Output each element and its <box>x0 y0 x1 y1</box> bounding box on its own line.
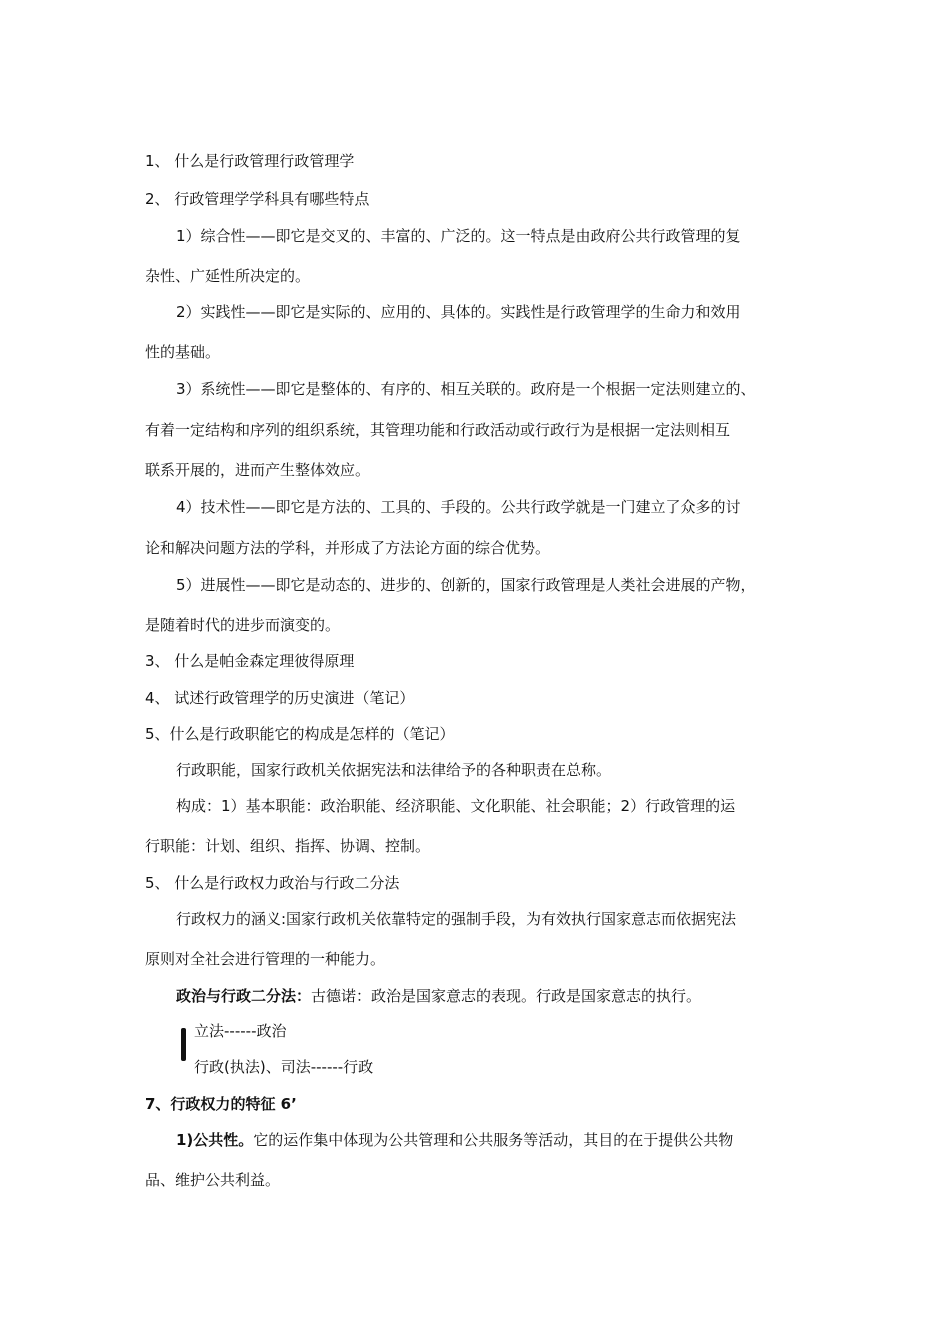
power-definition-line-1: 行政权力的涵义:国家行政机关依靠特定的强制手段，为有效执行国家意志而依据宪法 <box>176 910 737 928</box>
feature-3-line-3: 联系开展的，进而产生整体效应。 <box>145 461 371 479</box>
question-1: 1、 什么是行政管理行政管理学 <box>145 152 355 170</box>
composition-line-2: 行职能：计划、组织、指挥、协调、控制。 <box>145 837 431 855</box>
definition-line: 行政职能，国家行政机关依据宪法和法律给予的各种职责在总称。 <box>176 761 612 779</box>
feature-2-line-2: 性的基础。 <box>145 343 221 361</box>
dichotomy-line <box>176 986 701 1006</box>
legislation-line: 立法------政治 <box>194 1022 287 1040</box>
publicness-heading: 1)公共性。 <box>176 1131 254 1149</box>
feature-2-line-1: 2）实践性——即它是实际的、应用的、具体的。实践性是行政管理学的生命力和效用 <box>176 303 741 321</box>
feature-4-line-1: 4）技术性——即它是方法的、工具的、手段的。公共行政学就是一门建立了众多的讨 <box>176 498 741 516</box>
execution-line: 行政(执法)、司法------行政 <box>194 1058 374 1076</box>
power-definition-line-2: 原则对全社会进行管理的一种能力。 <box>145 950 386 968</box>
question-2: 2、 行政管理学学科具有哪些特点 <box>145 190 370 208</box>
brace-bracket <box>181 1028 186 1061</box>
question-4: 4、 试述行政管理学的历史演进（笔记） <box>145 689 415 707</box>
question-5b: 5、 什么是行政权力政治与行政二分法 <box>145 874 400 892</box>
dichotomy-text: 古德诺：政治是国家意志的表现。行政是国家意志的执行。 <box>311 987 702 1005</box>
feature-5-line-2: 是随着时代的进步而演变的。 <box>145 616 341 634</box>
feature-5-line-1: 5）进展性——即它是动态的、进步的、创新的，国家行政管理是人类社会进展的产物， <box>176 576 756 594</box>
feature-1-line-1: 1）综合性——即它是交叉的、丰富的、广泛的。这一特点是由政府公共行政管理的复 <box>176 227 741 245</box>
publicness-line-2: 品、维护公共利益。 <box>145 1171 281 1189</box>
dichotomy-heading: 政治与行政二分法： <box>176 987 312 1005</box>
question-7: 7、行政权力的特征 6’ <box>145 1095 297 1113</box>
publicness-line-1 <box>176 1130 733 1150</box>
feature-3-line-1: 3）系统性——即它是整体的、有序的、相互关联的。政府是一个根据一定法则建立的、 <box>176 380 756 398</box>
feature-4-line-2: 论和解决问题方法的学科，并形成了方法论方面的综合优势。 <box>145 539 551 557</box>
composition-line-1: 构成：1）基本职能：政治职能、经济职能、文化职能、社会职能；2）行政管理的运 <box>176 797 736 815</box>
publicness-text: 它的运作集中体现为公共管理和公共服务等活动，其目的在于提供公共物 <box>253 1131 734 1149</box>
feature-3-line-2: 有着一定结构和序列的组织系统，其管理功能和行政活动或行政行为是根据一定法则相互 <box>145 421 731 439</box>
question-3: 3、 什么是帕金森定理彼得原理 <box>145 652 355 670</box>
question-5: 5、什么是行政职能它的构成是怎样的（笔记） <box>145 725 455 743</box>
feature-1-line-2: 杂性、广延性所决定的。 <box>145 267 311 285</box>
